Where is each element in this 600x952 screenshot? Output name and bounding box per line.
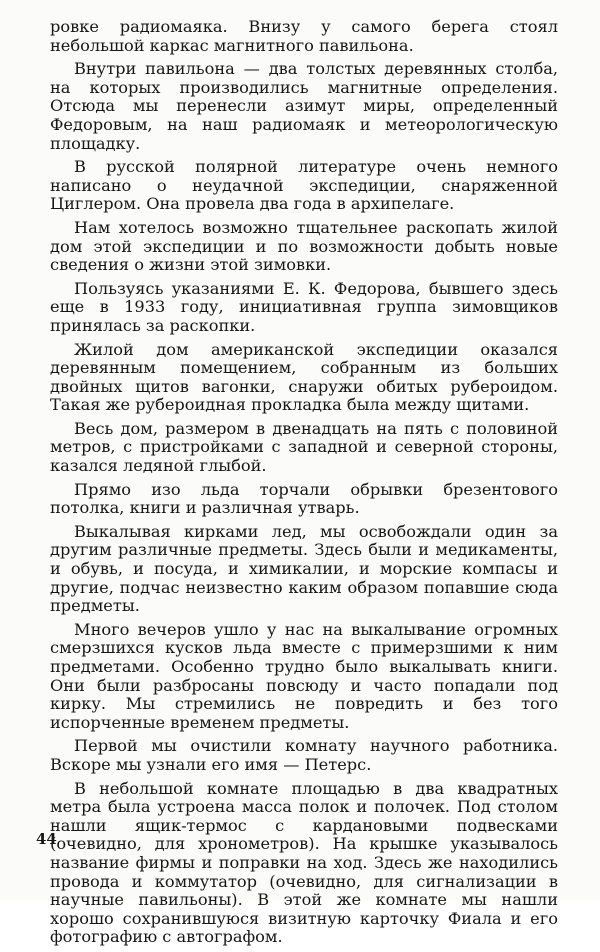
paragraph-8: Прямо изо льда торчали обрывки брезентового потолка, книги и различная утварь. bbox=[50, 479, 558, 518]
paragraph-6: Жилой дом американской экспедиции оказался деревянным помещением, собранным из больших двойных щитов вагонки, снаружи обитых рубероидом. Такая же рубероидная прокладка была между щитами. bbox=[50, 339, 558, 415]
paragraph-1: ровке радиомаяка. Внизу у самого берега стоял небольшой каркас магнитного павильона. bbox=[50, 17, 558, 55]
paragraph-10: Много вечеров ушло у нас на выкалывание огромных смерзшихся кусков льда вместе с примерзшими к ним предметами. Особенно трудно было выкалывать книги. Они были разбросаны повсюду и часто попадали под кирку. Мы стремились не повредить и без того испорченные временем предметы. bbox=[50, 619, 558, 732]
paragraph-9: Выкалывая кирками лед, мы освобождали один за другим различные предметы. Здесь были и медикаменты, и обувь, и посуда, и химикалии, и морские компасы и другие, подчас неизвестно каким образом попавшие сюда предметы. bbox=[50, 521, 558, 616]
paragraph-4: Нам хотелось возможно тщательнее раскопать жилой дом этой экспедиции и по возможности добыть новые сведения о жизни этой зимовки. bbox=[50, 217, 558, 275]
page-number: 44 bbox=[36, 830, 57, 848]
paragraph-3: В русской полярной литературе очень немного написано о неудачной экспедиции, снаряженной Циглером. Она провела два года в архипелаге. bbox=[50, 157, 558, 214]
paragraph-11: Первой мы очистили комнату научного работника. Вскоре мы узнали его имя — Петерс. bbox=[50, 736, 558, 774]
paragraph-12: В небольшой комнате площадью в два квадратных метра была устроена масса полок и полочек. Под столом нашли ящик-термос с кардановыми подвесками (очевидно, для хронометров). На крышке указывалось название фирмы и поправки на ход. Здесь же находились провода и коммутатор (очевидно, для сигнализации в научные павильоны). В этой же комнате мы нашли хорошо сохранившуюся визитную карточку Фиала и его фотографию с автографом. bbox=[50, 778, 558, 947]
paragraph-2: Внутри павильона — два толстых деревянных столба, на которых производились магнитные определения. Отсюда мы перенесли азимут миры, определенный Федоровым, на наш радиомаяк и метеорологическую площадку. bbox=[50, 59, 558, 153]
page-body-text bbox=[50, 18, 558, 952]
paragraph-5: Пользуясь указаниями Е. К. Федорова, бывшего здесь еще в 1933 году, инициативная группа зимовщиков принялась за раскопки. bbox=[50, 278, 558, 335]
paragraph-7: Весь дом, размером в двенадцать на пять с половиной метров, с пристройками с западной и северной стороны, казался ледяной глыбой. bbox=[50, 418, 558, 476]
